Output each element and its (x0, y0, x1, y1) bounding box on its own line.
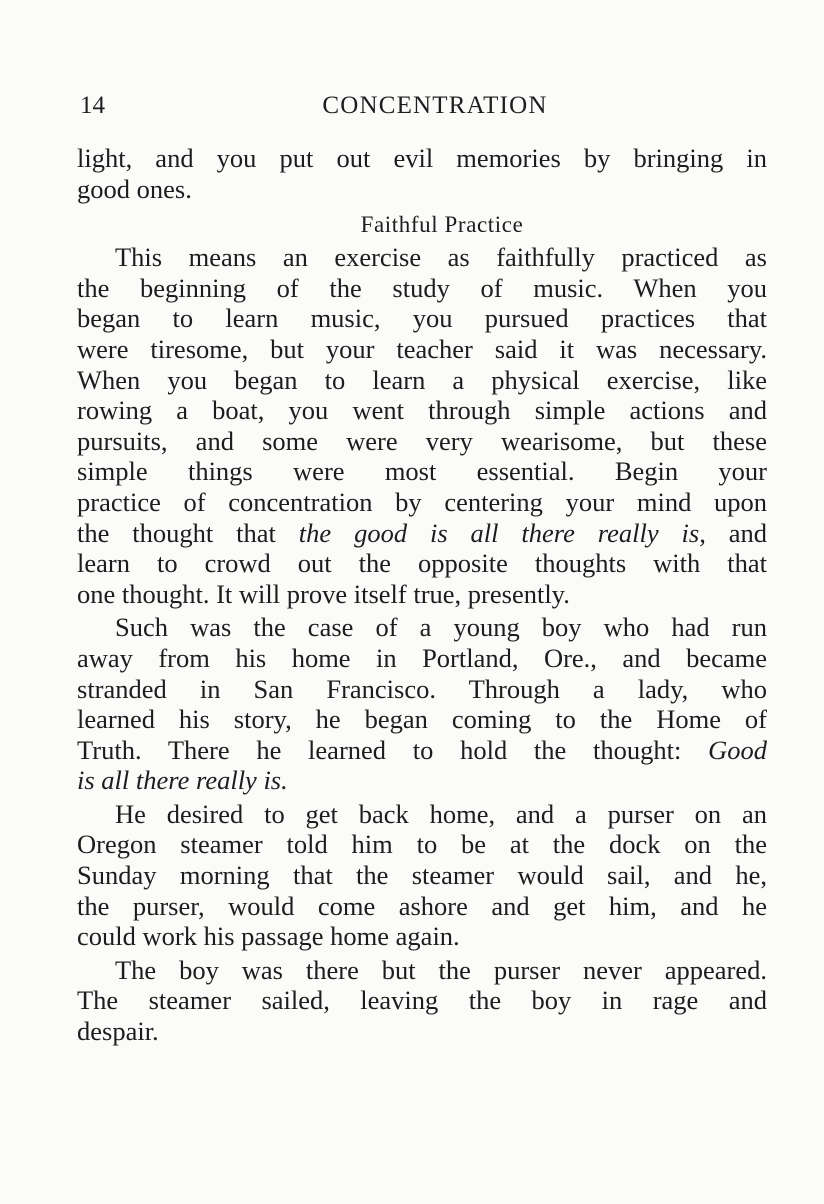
text-line: practice of concentration by centering your mind upon (77, 486, 767, 517)
text-run: Truth. There he learned to hold the thought: (77, 734, 709, 765)
paragraph-despair (77, 955, 767, 1047)
section-heading: Faithful Practice (360, 212, 524, 238)
text-line-italic (77, 765, 767, 796)
paragraph-purser (77, 799, 767, 952)
text-line: The steamer sailed, leaving the boy in rage and (77, 985, 767, 1016)
italic-phrase: is all there really is. (77, 765, 288, 796)
text-line: Such was the case of a young boy who had run (115, 612, 767, 643)
running-title: CONCENTRATION (322, 92, 548, 119)
paragraph-continuation (77, 143, 767, 204)
text-line: away from his home in Portland, Ore., and became (77, 642, 767, 673)
text-line: despair. (77, 1016, 159, 1047)
text-run: and (705, 517, 767, 548)
text-line-with-italic (77, 735, 767, 766)
text-line: were tiresome, but your teacher said it was necessary. (77, 333, 767, 364)
paragraph-young-boy (77, 612, 767, 796)
text-line: could work his passage home again. (77, 921, 460, 952)
running-head (80, 92, 770, 124)
text-line: The boy was there but the purser never appeared. (115, 954, 767, 985)
text-line: Sunday morning that the steamer would sail, and he, (77, 860, 767, 891)
text-line: rowing a boat, you went through simple actions and (77, 395, 767, 426)
text-line: light, and you put out evil memories by bringing in (77, 143, 767, 173)
text-line: learned his story, he began coming to the Home of (77, 704, 767, 735)
text-line: He desired to get back home, and a purser on an (115, 798, 767, 829)
text-line: When you began to learn a physical exercise, like (77, 364, 767, 395)
page-number: 14 (80, 92, 105, 119)
italic-phrase: the good is all there really is, (298, 517, 706, 548)
text-line: learn to crowd out the opposite thoughts with that (77, 548, 767, 579)
text-line-with-italic (77, 518, 767, 549)
text-line: the beginning of the study of music. When you (77, 272, 767, 303)
text-line: simple things were most essential. Begin your (77, 456, 767, 487)
paragraph-faithful-practice (77, 242, 767, 609)
text-line: the purser, would come ashore and get him, and he (77, 890, 767, 921)
text-line: began to learn music, you pursued practices that (77, 303, 767, 334)
italic-phrase: Good (708, 734, 767, 765)
text-line: stranded in San Francisco. Through a lady, who (77, 673, 767, 704)
body-text (77, 143, 767, 1047)
text-line: pursuits, and some were very wearisome, but these (77, 425, 767, 456)
text-line: one thought. It will prove itself true, presently. (77, 578, 570, 609)
text-line: This means an exercise as faithfully practiced as (115, 242, 767, 273)
text-run: the thought that (77, 517, 299, 548)
text-line: good ones. (77, 173, 192, 204)
text-line: Oregon steamer told him to be at the dock on the (77, 829, 767, 860)
